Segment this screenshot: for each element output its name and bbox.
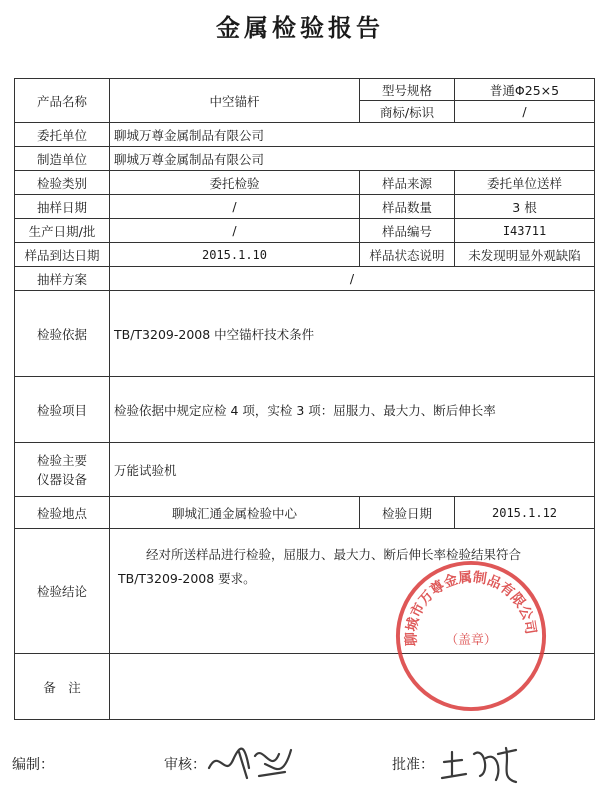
label-model: 型号规格 [360, 79, 455, 101]
official-seal [392, 557, 550, 715]
value-production-batch: / [110, 219, 360, 243]
row-inspection-type [15, 171, 595, 195]
value-inspection-type: 委托检验 [110, 171, 360, 195]
report-title: 金属检验报告 [216, 14, 384, 42]
approved-by-label: 批准： [392, 757, 434, 773]
value-sampling-date: / [110, 195, 360, 219]
row-basis [15, 291, 595, 377]
label-basis: 检验依据 [15, 291, 110, 377]
label-equipment-line2: 仪器设备 [36, 471, 87, 487]
label-production-batch: 生产日期/批 [15, 219, 110, 243]
conclusion-line1: 经对所送样品进行检验，屈服力、最大力、断后伸长率检验结果符合 [146, 547, 522, 562]
row-client [15, 123, 595, 147]
value-sample-source: 委托单位送样 [455, 171, 595, 195]
label-manufacturer: 制造单位 [15, 147, 110, 171]
value-basis: TB/T3209-2008 中空锚杆技术条件 [110, 291, 595, 377]
approver-signature [440, 742, 520, 788]
seal-text: 聊城市万尊金属制品有限公司 [403, 569, 539, 647]
label-client: 委托单位 [15, 123, 110, 147]
label-sample-source: 样品来源 [360, 171, 455, 195]
reviewer-signature [205, 738, 295, 786]
label-remarks: 备 注 [15, 654, 110, 720]
value-location: 聊城汇通金属检验中心 [110, 497, 360, 529]
label-arrival-date: 样品到达日期 [15, 243, 110, 267]
label-trademark: 商标/标识 [360, 101, 455, 123]
value-trademark: / [455, 101, 595, 123]
label-inspection-type: 检验类别 [15, 171, 110, 195]
value-equipment: 万能试验机 [110, 443, 595, 497]
label-sample-qty: 样品数量 [360, 195, 455, 219]
label-sampling-date: 抽样日期 [15, 195, 110, 219]
value-sample-state: 未发现明显外观缺陷 [455, 243, 595, 267]
value-inspection-date: 2015.1.12 [455, 497, 595, 529]
label-location: 检验地点 [15, 497, 110, 529]
label-inspection-date: 检验日期 [360, 497, 455, 529]
label-sample-no: 样品编号 [360, 219, 455, 243]
label-product-name: 产品名称 [15, 79, 110, 123]
row-sampling-plan [15, 267, 595, 291]
value-manufacturer: 聊城万尊金属制品有限公司 [110, 147, 595, 171]
row-arrival-date [15, 243, 595, 267]
row-manufacturer [15, 147, 595, 171]
value-items: 检验依据中规定应检 4 项，实检 3 项：屈服力、最大力、断后伸长率 [110, 377, 595, 443]
row-equipment [15, 443, 595, 497]
label-sampling-plan: 抽样方案 [15, 267, 110, 291]
label-equipment [15, 443, 110, 497]
row-sampling-date [15, 195, 595, 219]
label-conclusion: 检验结论 [15, 529, 110, 654]
value-sample-qty: 3 根 [455, 195, 595, 219]
label-items: 检验项目 [15, 377, 110, 443]
row-items [15, 377, 595, 443]
value-product-name: 中空锚杆 [110, 79, 360, 123]
value-client: 聊城万尊金属制品有限公司 [110, 123, 595, 147]
conclusion-line2: TB/T3209-2008 要求。 [118, 571, 256, 586]
label-equipment-line1: 检验主要 [36, 452, 87, 468]
row-production-batch [15, 219, 595, 243]
label-sample-state: 样品状态说明 [360, 243, 455, 267]
value-sampling-plan: / [110, 267, 595, 291]
row-product [15, 79, 595, 101]
value-arrival-date: 2015.1.10 [110, 243, 360, 267]
reviewed-by-label: 审核： [164, 757, 206, 773]
compiled-by-label: 编制： [12, 757, 54, 773]
value-model: 普通Φ25×5 [455, 79, 595, 101]
row-location [15, 497, 595, 529]
value-sample-no: I43711 [455, 219, 595, 243]
seal-subtext: （盖章） [445, 632, 497, 648]
